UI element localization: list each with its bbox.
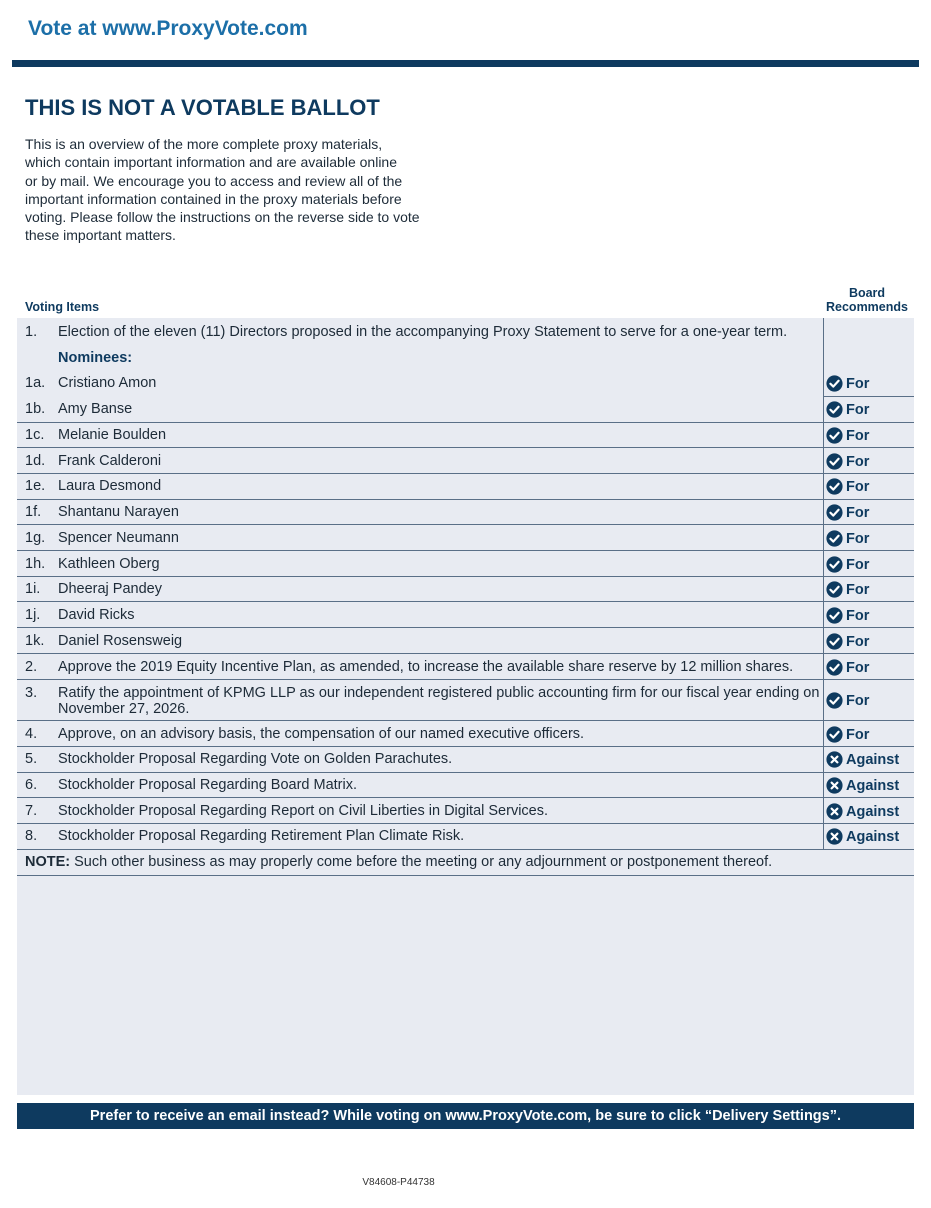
nominee-name: David Ricks (58, 607, 135, 623)
recommendation-label: For (846, 633, 870, 650)
proposal-row (17, 828, 914, 848)
recommendation-label: For (846, 659, 870, 676)
intro-line: these important matters. (25, 227, 176, 244)
recommendation-label: For (846, 556, 870, 573)
nominee-name: Frank Calderoni (58, 453, 162, 469)
recommendation (826, 556, 869, 573)
row-divider (17, 473, 914, 474)
item-number: 1b. (25, 401, 46, 417)
recommendation (826, 659, 869, 676)
row-divider (17, 875, 914, 876)
nominee-row (17, 607, 914, 627)
recommendation-label: For (846, 401, 870, 418)
nominee-row (17, 504, 914, 524)
recommendation-label: For (846, 581, 870, 598)
recommendation-label: For (846, 478, 870, 495)
check-circle-icon (826, 692, 843, 709)
item-number: 1f. (25, 504, 42, 520)
recommendation (826, 581, 869, 598)
check-circle-icon (826, 504, 843, 521)
intro-line: This is an overview of the more complete proxy materials, (25, 136, 383, 152)
intro-line: or by mail. We encourage you to access and review all of the (25, 172, 403, 189)
recommendation-label: For (846, 427, 870, 444)
board-header-line: Recommends (826, 300, 908, 314)
row-divider (17, 849, 914, 850)
nominee-name: Melanie Boulden (58, 427, 167, 443)
item-number: 1k. (25, 633, 45, 649)
voting-items-header: Voting Items (25, 300, 100, 314)
recommendation (826, 453, 869, 470)
item-number: 1e. (25, 478, 46, 494)
note-text: Such other business as may properly come before the meeting or any adjournment or postponement thereof. (70, 854, 773, 870)
proposal-text: Stockholder Proposal Regarding Board Matrix. (58, 777, 358, 793)
recommendation-label: Against (846, 803, 900, 820)
check-circle-icon (826, 633, 843, 650)
item-number: 7. (25, 803, 38, 819)
nominee-row (17, 530, 914, 550)
check-circle-icon (826, 726, 843, 743)
row-divider (17, 524, 914, 525)
proposal-row (17, 726, 914, 746)
row-divider (17, 653, 914, 654)
recommendation (826, 375, 869, 392)
row-divider (17, 823, 914, 824)
document-code: V84608-P44738 (362, 1177, 435, 1188)
check-circle-icon (826, 581, 843, 598)
recommendation (826, 478, 869, 495)
item-number: 1. (25, 324, 38, 340)
recommendation-label: Against (846, 751, 900, 768)
item-number: 1d. (25, 453, 46, 469)
voting-item-1 (17, 324, 914, 344)
board-recommends-header (822, 286, 912, 314)
nominee-name: Dheeraj Pandey (58, 581, 162, 597)
recommendation-label: For (846, 692, 870, 709)
recommendation-label: For (846, 453, 870, 470)
recommendation (826, 530, 869, 547)
nominee-name: Laura Desmond (58, 478, 162, 494)
proposal-text: Stockholder Proposal Regarding Retirement Plan Climate Risk. (58, 828, 465, 844)
proposal-row (17, 751, 914, 771)
header-rule (12, 60, 919, 67)
recommendation (826, 803, 899, 820)
proposal-row (17, 659, 914, 679)
recommendation (826, 633, 869, 650)
nominee-row (17, 427, 914, 447)
note-row (17, 854, 914, 874)
check-circle-icon (826, 427, 843, 444)
proposal-text: Stockholder Proposal Regarding Report on Civil Liberties in Digital Services. (58, 803, 549, 819)
item-number: 3. (25, 685, 38, 701)
nominee-name: Shantanu Narayen (58, 504, 179, 520)
nominee-row (17, 375, 914, 395)
row-divider (823, 396, 914, 397)
nominee-name: Daniel Rosensweig (58, 633, 183, 649)
nominee-name: Cristiano Amon (58, 375, 157, 391)
recommendation-label: For (846, 607, 870, 624)
item-number: 1g. (25, 530, 46, 546)
row-divider (17, 447, 914, 448)
board-header-line: Board (848, 286, 886, 300)
recommendation-label: For (846, 530, 870, 547)
check-circle-icon (826, 530, 843, 547)
nominee-row (17, 556, 914, 576)
row-divider (17, 422, 914, 423)
row-divider (17, 499, 914, 500)
x-circle-icon (826, 777, 843, 794)
proposal-text: Approve, on an advisory basis, the compensation of our named executive officers. (58, 726, 585, 742)
note (25, 854, 772, 870)
recommendation-label: For (846, 375, 870, 392)
check-circle-icon (826, 659, 843, 676)
row-divider (17, 772, 914, 773)
item-number: 2. (25, 659, 38, 675)
nominees-row (17, 350, 914, 370)
recommendation (826, 692, 869, 709)
item-number: 1a. (25, 375, 46, 391)
nominee-row (17, 478, 914, 498)
x-circle-icon (826, 803, 843, 820)
recommendation (826, 828, 899, 845)
proposal-text: Ratify the appointment of KPMG LLP as our independent registered public accounting firm for our fiscal year ending on November 27, 2026. (58, 685, 820, 717)
nominee-row (17, 633, 914, 653)
note-label: NOTE: (25, 854, 71, 870)
x-circle-icon (826, 828, 843, 845)
recommendation-label: For (846, 504, 870, 521)
check-circle-icon (826, 556, 843, 573)
nominee-name: Amy Banse (58, 401, 133, 417)
recommendation (826, 777, 899, 794)
proposal-text: Approve the 2019 Equity Incentive Plan, as amended, to increase the available share reserve by 12 million shares. (58, 659, 794, 675)
check-circle-icon (826, 607, 843, 624)
page-title: THIS IS NOT A VOTABLE BALLOT (25, 95, 380, 120)
nominee-row (17, 401, 914, 421)
intro-line: voting. Please follow the instructions on the reverse side to vote (25, 209, 420, 226)
row-divider (17, 601, 914, 602)
item-number: 1h. (25, 556, 46, 572)
proposal-row (17, 777, 914, 797)
row-divider (17, 550, 914, 551)
recommendation (826, 726, 869, 743)
check-circle-icon (826, 453, 843, 470)
item-number: 5. (25, 751, 38, 767)
x-circle-icon (826, 751, 843, 768)
nominee-name: Kathleen Oberg (58, 556, 160, 572)
item-number: 4. (25, 726, 38, 742)
header-title: Vote at www.ProxyVote.com (28, 17, 308, 40)
recommendation-label: Against (846, 828, 900, 845)
row-divider (17, 797, 914, 798)
row-divider (17, 720, 914, 721)
intro-paragraph (25, 135, 455, 245)
nominee-name: Spencer Neumann (58, 530, 179, 546)
item-number: 8. (25, 828, 38, 844)
item-number: 1c. (25, 427, 45, 443)
nominee-row (17, 453, 914, 473)
item-number: 1j. (25, 607, 41, 623)
recommendation-label: Against (846, 777, 900, 794)
proposal-row (17, 803, 914, 823)
item-number: 1i. (25, 581, 41, 597)
delivery-settings-banner: Prefer to receive an email instead? While voting on www.ProxyVote.com, be sure to click “Delivery Settings”. (17, 1103, 914, 1129)
check-circle-icon (826, 401, 843, 418)
proposal-row (17, 685, 914, 719)
recommendation-label: For (846, 726, 870, 743)
item-text: Election of the eleven (11) Directors proposed in the accompanying Proxy Statement to serve for a one-year term. (58, 324, 788, 340)
recommendation (826, 401, 869, 418)
intro-line: important information contained in the proxy materials before (25, 190, 402, 207)
recommendation (826, 427, 869, 444)
item-number: 6. (25, 777, 38, 793)
row-divider (17, 746, 914, 747)
nominees-label: Nominees: (58, 350, 133, 366)
intro-line: which contain important information and are available online (25, 154, 397, 171)
check-circle-icon (826, 478, 843, 495)
recommendation (826, 504, 869, 521)
row-divider (17, 679, 914, 680)
proposal-text: Stockholder Proposal Regarding Vote on Golden Parachutes. (58, 751, 453, 767)
nominee-row (17, 581, 914, 601)
row-divider (17, 627, 914, 628)
check-circle-icon (826, 375, 843, 392)
row-divider (17, 576, 914, 577)
recommendation (826, 751, 899, 768)
recommendation (826, 607, 869, 624)
